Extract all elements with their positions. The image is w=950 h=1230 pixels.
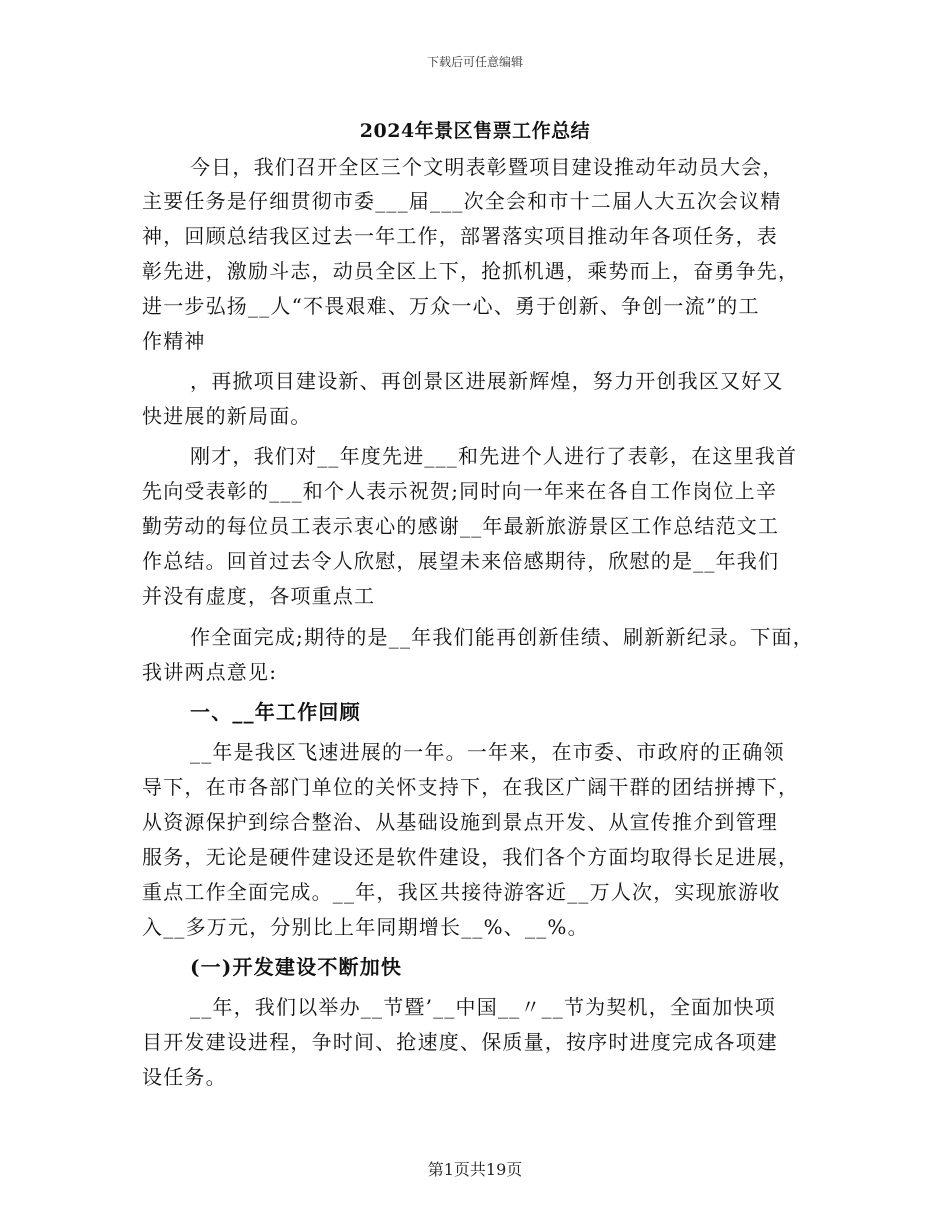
section-heading-1: 一、__年工作回顾 (190, 700, 361, 724)
paragraph-6-line-1: __年，我们以举办__节暨’__中国__〃__节为契机，全面加快项 (190, 995, 776, 1019)
header-note: 下载后可任意编辑 (426, 55, 523, 69)
paragraph-1-line-5: 进一步弘扬__人“不畏艰难、万众一心、勇于创新、争创一流”的工 (142, 294, 760, 318)
paragraph-3-line-1: 刚才，我们对__年度先进___和先进个人进行了表彰，在这里我首 (190, 444, 798, 468)
paragraph-5-line-3: 从资源保护到综合整治、从基础设施到景点开发、从宣传推介到管理 (142, 810, 778, 834)
paragraph-6-line-2: 目开发建设进程，争时间、抢速度、保质量，按序时进度完成各项建 (142, 1030, 778, 1054)
paragraph-3-line-3: 勤劳动的每位员工表示衷心的感谢__年最新旅游景区工作总结范文工 (142, 514, 780, 538)
paragraph-5-line-6: 入__多万元，分别比上年同期增长__%、__%。 (142, 915, 589, 939)
paragraph-4-line-1: 作全面完成;期待的是__年我们能再创新佳绩、刷新新纪录。下面， (190, 625, 814, 649)
page-number: 第1页共19页 (427, 1160, 523, 1179)
paragraph-1-line-1: 今日，我们召开全区三个文明表彰暨项目建设推动年动员大会， (190, 155, 784, 179)
paragraph-6-line-3: 设任务。 (142, 1065, 227, 1089)
paragraph-1-line-6: 作精神 (142, 329, 206, 353)
document-title: 2024年景区售票工作总结 (359, 120, 591, 142)
paragraph-2-line-1: ，再掀项目建设新、再创景区进展新辉煌，努力开创我区又好又 (190, 369, 784, 393)
paragraph-1-line-4: 彰先进，激励斗志，动员全区上下，抢抓机遇，乘势而上，奋勇争先， (142, 259, 800, 283)
paragraph-1-line-3: 神，回顾总结我区过去一年工作，部署落实项目推动年各项任务，表 (142, 224, 778, 248)
paragraph-1-line-2: 主要任务是仔细贯彻市委___届___次全会和市十二届人大五次会议精 (142, 189, 782, 213)
paragraph-5-line-1: __年是我区飞速进展的一年。一年来，在市委、市政府的正确领 (190, 740, 785, 764)
section-heading-1-1: (一)开发建设不断加快 (190, 955, 403, 979)
paragraph-3-line-5: 并没有虚度，各项重点工 (142, 584, 376, 608)
paragraph-4-line-2: 我讲两点意见: (142, 660, 278, 684)
paragraph-5-line-5: 重点工作全面完成。__年，我区共接待游客近__万人次，实现旅游收 (142, 880, 781, 904)
paragraph-3-line-4: 作总结。回首过去令人欣慰，展望未来倍感期待，欣慰的是__年我们 (142, 549, 780, 573)
paragraph-5-line-4: 服务，无论是硬件建设还是软件建设，我们各个方面均取得长足进展， (142, 845, 800, 869)
paragraph-2-line-2: 快进展的新局面。 (142, 404, 312, 428)
paragraph-5-line-2: 导下，在市各部门单位的关怀支持下，在我区广阔干群的团结拼搏下， (142, 775, 800, 799)
paragraph-3-line-2: 先向受表彰的___和个人表示祝贺;同时向一年来在各自工作岗位上辛 (142, 479, 778, 503)
